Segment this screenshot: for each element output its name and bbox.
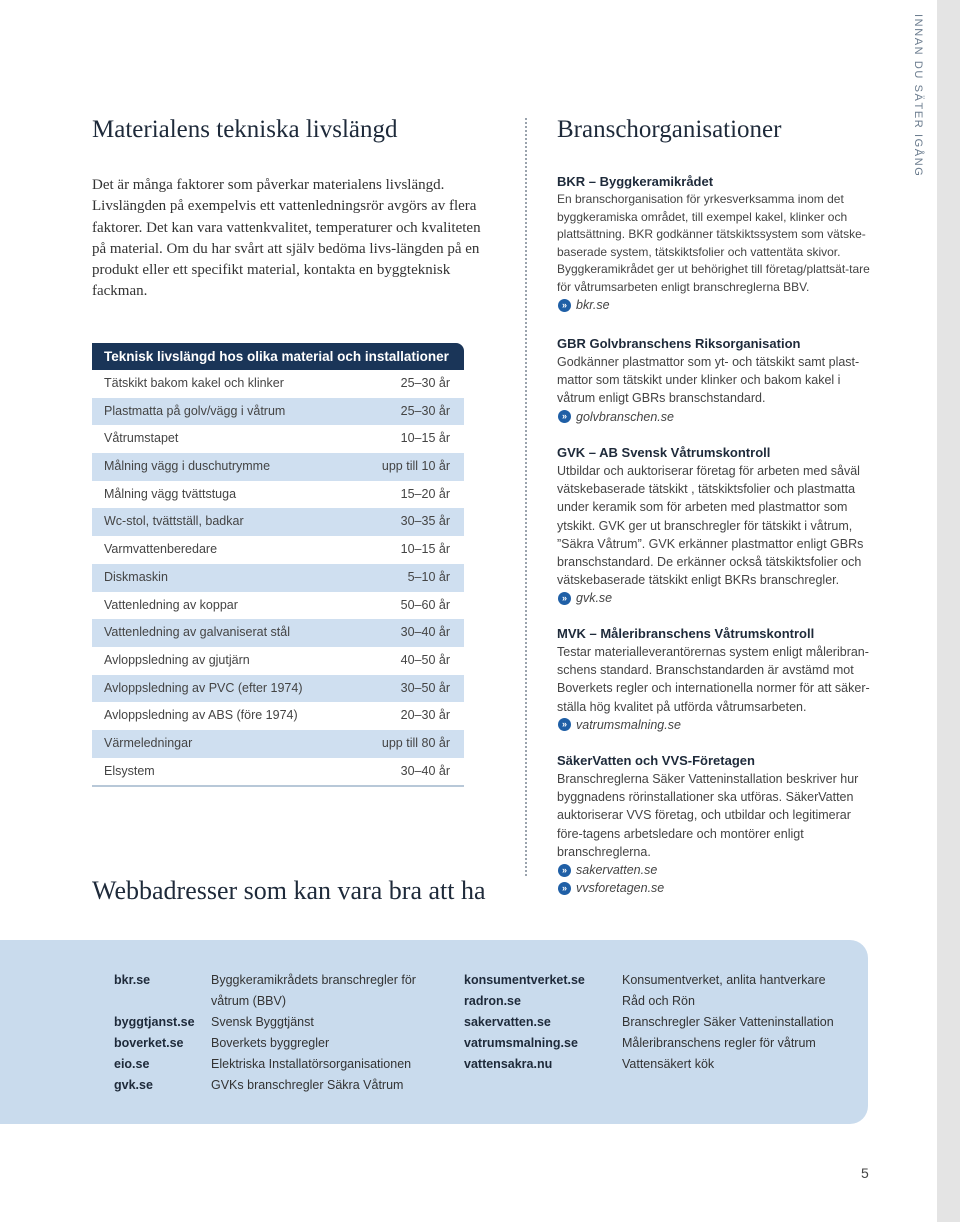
left-heading: Materialens tekniska livslängd <box>92 116 398 143</box>
website-domain[interactable]: vattensakra.nu <box>464 1057 553 1071</box>
row-value: 10–15 år <box>400 431 450 446</box>
table-row <box>92 758 464 786</box>
org-link[interactable] <box>557 408 877 426</box>
website-item <box>464 1012 844 1033</box>
org-link-text[interactable]: vvsforetagen.se <box>576 881 665 896</box>
table-row <box>92 564 464 592</box>
websites-list-right <box>464 970 844 1075</box>
row-value: 40–50 år <box>400 652 450 667</box>
row-label: Våtrumstapet <box>104 431 179 446</box>
table-row <box>92 536 464 564</box>
website-domain[interactable]: sakervatten.se <box>464 1015 551 1029</box>
website-domain[interactable]: eio.se <box>114 1057 150 1071</box>
org-link-text[interactable]: vatrumsmalning.se <box>576 717 681 732</box>
websites-list-left <box>114 970 434 1096</box>
org-gbr <box>557 336 877 426</box>
intro-paragraph: Det är många faktorer som påverkar materialens livslängd. Livslängden på exempelvis ett vattenledningsrör avgörs av flera faktorer. Det kan vara vattenkvalitet, temperaturer och kvaliteten på material. Om du har svårt att själv bedöma livs-längden på en produkt eller ett specifikt material, kontakta en byggteknisk fackman. <box>92 177 481 300</box>
row-value: 10–15 år <box>400 542 450 557</box>
org-description: Branschreglerna Säker Vatteninstallation beskriver hur byggnadens rörinstallationer ska utföras. SäkerVatten auktoriserar VVS företag, och utbildar och legitimerar före-tagens arbetsledare och montörer enligt branschreglerna. <box>557 772 859 859</box>
table-row <box>92 425 464 453</box>
org-link[interactable] <box>557 879 877 897</box>
org-link[interactable] <box>557 716 877 734</box>
org-link[interactable] <box>557 861 877 879</box>
row-value: 20–30 år <box>400 708 450 723</box>
row-value: 30–40 år <box>400 625 450 640</box>
org-title: GBR Golvbranschens Riksorganisation <box>557 336 801 351</box>
page-number: 5 <box>861 1165 869 1181</box>
row-value: 25–30 år <box>400 376 450 390</box>
row-value: 30–40 år <box>400 763 450 778</box>
website-item <box>114 1012 434 1033</box>
arrow-link-icon: » <box>558 299 571 312</box>
lifespan-table <box>92 343 464 787</box>
arrow-link-icon: » <box>558 592 571 605</box>
org-link-text[interactable]: gvk.se <box>576 591 613 606</box>
website-item <box>464 1054 844 1075</box>
org-description: Testar materialleverantörernas system enligt måleribran-schens standard. Branschstandarden är avstämd mot Boverkets regler och internationella normer för att säker-ställa hög kvalitet på utförda våtrumsarbeten. <box>557 645 870 714</box>
website-description: Konsumentverket, anlita hantverkare <box>622 973 826 987</box>
org-title: MVK – Måleribranschens Våtrumskontroll <box>557 626 815 641</box>
right-heading: Branschorganisationer <box>557 116 782 143</box>
row-label: Avloppsledning av ABS (före 1974) <box>104 708 298 723</box>
org-description: Utbildar och auktoriserar företag för arbeten med såväl vätskebaserade tätskikt , tätskiktsfolier och plastmatta under keramik som för arbeten med plastmattor som ytskikt. GVK ger ut branschregler för tätskikt i våtrum, ”Säkra Våtrum”. GVK erkänner plastmattor enligt GBRs branschstandard. De erkänner också tätskiktsfolier och vätskebaserade tätskikt enligt BKRs branschregler. <box>557 464 864 588</box>
org-title: GVK – AB Svensk Våtrumskontroll <box>557 445 771 460</box>
website-domain[interactable]: konsumentverket.se <box>464 973 585 987</box>
table-row <box>92 508 464 536</box>
website-domain[interactable]: vatrumsmalning.se <box>464 1036 578 1050</box>
org-title: SäkerVatten och VVS-Företagen <box>557 753 755 768</box>
row-label: Avloppsledning av PVC (efter 1974) <box>104 680 303 695</box>
org-sakervatten <box>557 753 877 897</box>
websites-panel <box>0 940 868 1124</box>
row-label: Vattenledning av koppar <box>104 597 238 612</box>
row-label: Värmeledningar <box>104 735 193 750</box>
row-value: 5–10 år <box>407 569 450 584</box>
table-header: Teknisk livslängd hos olika material och installationer <box>92 343 464 370</box>
org-link-text[interactable]: golvbranschen.se <box>576 409 674 424</box>
section-label-text: INNAN DU SÄTER IGÅNG <box>912 14 924 178</box>
website-description: Måleribranschens regler för våtrum <box>622 1036 816 1050</box>
row-label: Varmvattenberedare <box>104 542 218 557</box>
website-domain[interactable]: radron.se <box>464 994 521 1008</box>
arrow-link-icon: » <box>558 864 571 877</box>
arrow-link-icon: » <box>558 718 571 731</box>
org-description: Godkänner plastmattor som yt- och tätskikt samt plast-mattor som tätskikt under klinker och bakom kakel i våtrum enligt GBRs branschstandard. <box>557 355 860 406</box>
website-item <box>464 991 844 1012</box>
website-item <box>114 970 434 1012</box>
table-row <box>92 730 464 758</box>
website-item <box>114 1033 434 1054</box>
table-body <box>92 370 464 787</box>
row-value: 25–30 år <box>400 403 450 418</box>
arrow-link-icon: » <box>558 410 571 423</box>
table-row <box>92 702 464 730</box>
website-description: GVKs branschregler Säkra Våtrum <box>211 1078 404 1092</box>
website-description: Branschregler Säker Vatteninstallation <box>622 1015 834 1029</box>
row-label: Wc-stol, tvättställ, badkar <box>104 514 244 529</box>
row-label: Elsystem <box>104 763 155 778</box>
row-label: Avloppsledning av gjutjärn <box>104 652 250 667</box>
org-mvk <box>557 626 877 734</box>
row-value: upp till 10 år <box>381 459 450 474</box>
table-row <box>92 453 464 481</box>
table-row <box>92 481 464 509</box>
website-item <box>464 1033 844 1054</box>
website-item <box>114 1075 434 1096</box>
arrow-link-icon: » <box>558 882 571 895</box>
website-description: Elektriska Installatörsorganisationen <box>211 1057 412 1071</box>
row-value: 30–35 år <box>400 514 450 529</box>
website-description: Vattensäkert kök <box>622 1057 715 1071</box>
table-row <box>92 398 464 426</box>
row-value: 30–50 år <box>400 680 450 695</box>
website-domain[interactable]: gvk.se <box>114 1078 153 1092</box>
website-item <box>464 970 844 991</box>
row-label: Tätskikt bakom kakel och klinker <box>104 376 284 390</box>
website-description: Svensk Byggtjänst <box>211 1015 314 1029</box>
website-domain[interactable]: byggtjanst.se <box>114 1015 195 1029</box>
table-row <box>92 370 464 398</box>
column-divider <box>525 118 527 876</box>
website-item <box>114 1054 434 1075</box>
table-row <box>92 675 464 703</box>
web-heading: Webbadresser som kan vara bra att ha <box>92 876 486 905</box>
side-strip <box>937 0 960 1222</box>
org-description: En branschorganisation för yrkesverksamma inom det byggkeramiska området, till exempel kakel, klinker och plattsättning. BKR godkänner tätskiktssystem som vätske-baserade system, tätskiktsfolier och vattentäta skivor. Byggkeramikrådet ger ut behörighet till företag/plattsät-tare för våtrumsarbeten enligt branschreglerna BBV. <box>557 192 870 294</box>
org-link-text[interactable]: sakervatten.se <box>576 863 658 878</box>
org-link-text[interactable]: bkr.se <box>576 298 610 312</box>
row-label: Plastmatta på golv/vägg i våtrum <box>104 403 286 418</box>
website-description: Boverkets byggregler <box>211 1036 330 1050</box>
row-value: 15–20 år <box>400 486 450 501</box>
row-label: Målning vägg i duschutrymme <box>104 459 271 474</box>
website-description: Råd och Rön <box>622 994 695 1008</box>
org-bkr <box>557 174 877 314</box>
org-link[interactable] <box>557 296 877 314</box>
website-description: Byggkeramikrådets branschregler för våtrum (BBV) <box>211 973 416 1008</box>
row-label: Diskmaskin <box>104 569 168 584</box>
org-link[interactable] <box>557 589 877 607</box>
website-domain[interactable]: boverket.se <box>114 1036 184 1050</box>
website-domain[interactable]: bkr.se <box>114 973 151 987</box>
table-row <box>92 647 464 675</box>
table-row <box>92 592 464 620</box>
row-value: 50–60 år <box>400 597 450 612</box>
row-label: Vattenledning av galvaniserat stål <box>104 625 290 640</box>
org-gvk <box>557 445 877 607</box>
org-title: BKR – Byggkeramikrådet <box>557 174 714 189</box>
row-value: upp till 80 år <box>381 735 450 750</box>
row-label: Målning vägg tvättstuga <box>104 486 237 501</box>
section-label <box>912 14 932 178</box>
table-row <box>92 619 464 647</box>
